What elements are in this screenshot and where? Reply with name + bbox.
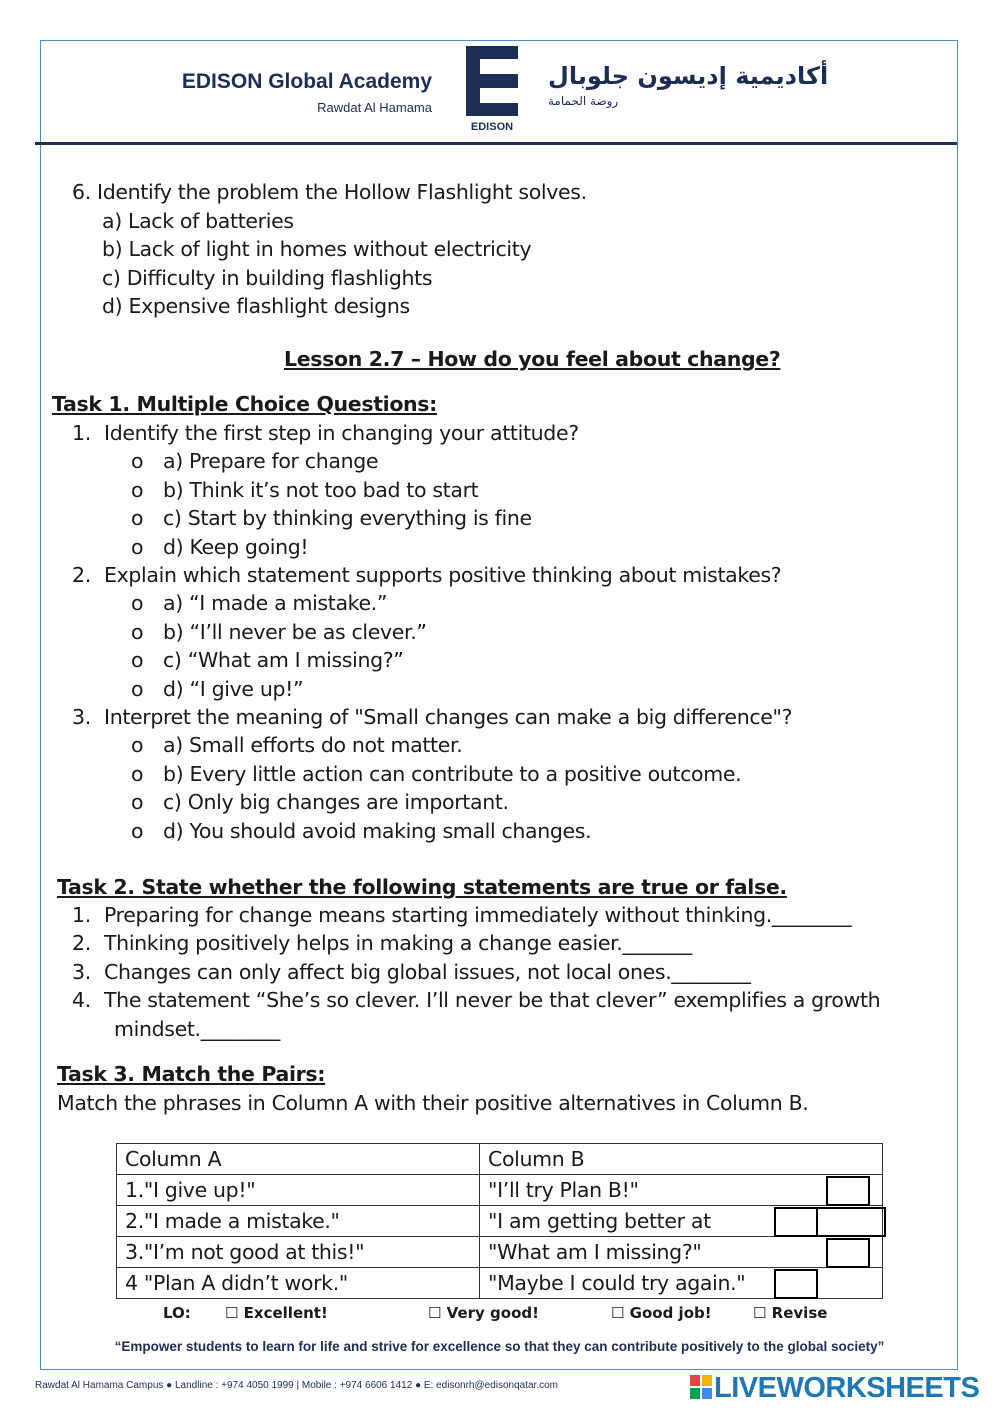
item-number: 1. bbox=[72, 903, 91, 927]
task1-q2-option-c[interactable] bbox=[131, 648, 404, 672]
footer-contact: Rawdat Al Hamama Campus ● Landline : +974 4050 1999 | Mobile : +974 6606 1412 ● E: edisonrh@edisonqatar.com bbox=[35, 1380, 559, 1391]
table-row bbox=[117, 1268, 883, 1299]
bullet: o bbox=[131, 478, 144, 502]
campus-name-en: Rawdat Al Hamama bbox=[317, 100, 432, 115]
match-drop-box[interactable] bbox=[826, 1176, 870, 1206]
task1-q1-number: 1. bbox=[72, 421, 91, 445]
item-text: Changes can only affect big global issues, not local ones.________ bbox=[104, 960, 751, 984]
bullet: o bbox=[131, 449, 144, 473]
option-text: d) “I give up!” bbox=[163, 677, 304, 701]
cell-text: "Maybe I could try again." bbox=[488, 1271, 746, 1295]
lo-good-job[interactable]: ☐ Good job! bbox=[611, 1304, 712, 1322]
task1-q1-text: Identify the first step in changing your attitude? bbox=[104, 421, 579, 445]
task1-q3-number: 3. bbox=[72, 705, 91, 729]
task1-q2-option-a[interactable] bbox=[131, 591, 387, 615]
task2-item-2[interactable] bbox=[72, 931, 692, 955]
bullet: o bbox=[131, 620, 144, 644]
footer-mobile: Mobile : +974 6606 1412 bbox=[301, 1380, 413, 1391]
liveworksheets-logo-icon bbox=[690, 1375, 712, 1399]
column-b-cell bbox=[480, 1206, 883, 1237]
column-a-cell: 4 "Plan A didn’t work." bbox=[117, 1268, 480, 1299]
lo-revise[interactable]: ☐ Revise bbox=[753, 1304, 828, 1322]
task1-q2 bbox=[72, 563, 781, 587]
lo-very-good[interactable]: ☐ Very good! bbox=[428, 1304, 539, 1322]
q6-option-a[interactable]: a) Lack of batteries bbox=[102, 209, 294, 233]
task1-q1-option-d[interactable] bbox=[131, 535, 308, 559]
bullet: o bbox=[131, 591, 144, 615]
option-text: d) You should avoid making small changes. bbox=[163, 819, 592, 843]
option-text: c) Start by thinking everything is fine bbox=[163, 506, 532, 530]
task2-item-3[interactable] bbox=[72, 960, 751, 984]
match-drop-box[interactable] bbox=[816, 1207, 886, 1237]
table-header-row bbox=[117, 1144, 883, 1175]
option-text: b) Think it’s not too bad to start bbox=[163, 478, 479, 502]
task1-q3 bbox=[72, 705, 792, 729]
option-text: c) “What am I missing?” bbox=[163, 648, 404, 672]
cell-text: "I am getting better at bbox=[488, 1209, 711, 1233]
school-name-ar: أكاديمية إديسون جلوبال bbox=[548, 62, 829, 90]
option-text: d) Keep going! bbox=[163, 535, 309, 559]
header-divider bbox=[35, 142, 957, 145]
lo-excellent[interactable]: ☐ Excellent! bbox=[225, 1304, 328, 1322]
task1-q2-option-d[interactable] bbox=[131, 677, 303, 701]
match-drop-box[interactable] bbox=[774, 1207, 818, 1237]
item-number: 3. bbox=[72, 960, 91, 984]
match-table bbox=[116, 1143, 883, 1299]
header-arabic bbox=[548, 62, 838, 108]
option-text: b) Every little action can contribute to a positive outcome. bbox=[163, 762, 742, 786]
task1-heading-part2: . Multiple Choice Questions: bbox=[122, 392, 437, 416]
column-a-cell: 1."I give up!" bbox=[117, 1175, 480, 1206]
task3-heading: Task 3. Match the Pairs: bbox=[57, 1062, 326, 1086]
task1-q2-text: Explain which statement supports positive thinking about mistakes? bbox=[104, 563, 782, 587]
school-motto: “Empower students to learn for life and strive for excellence so that they can contribute positively to the global society” bbox=[114, 1339, 885, 1354]
match-drop-box[interactable] bbox=[826, 1238, 870, 1268]
task3-instruction: Match the phrases in Column A with their positive alternatives in Column B. bbox=[57, 1091, 809, 1115]
cell-text: "I’ll try Plan B!" bbox=[488, 1178, 639, 1202]
task2-item-4[interactable] bbox=[72, 988, 880, 1012]
column-a-cell: 2."I made a mistake." bbox=[117, 1206, 480, 1237]
table-row bbox=[117, 1237, 883, 1268]
logo-label: EDISON bbox=[470, 121, 514, 133]
option-text: c) Only big changes are important. bbox=[163, 790, 509, 814]
task1-q1-option-c[interactable] bbox=[131, 506, 532, 530]
task1-q1 bbox=[72, 421, 579, 445]
column-a-header: Column A bbox=[117, 1144, 480, 1175]
task1-q2-option-b[interactable] bbox=[131, 620, 427, 644]
q6-option-c[interactable]: c) Difficulty in building flashlights bbox=[102, 266, 433, 290]
footer-landline: Landline : +974 4050 1999 bbox=[175, 1380, 294, 1391]
edison-e-mark bbox=[466, 46, 518, 116]
task1-heading-part1: Task 1 bbox=[52, 392, 123, 416]
task1-q1-option-a[interactable] bbox=[131, 449, 378, 473]
q6-option-b[interactable]: b) Lack of light in homes without electricity bbox=[102, 237, 532, 261]
task1-q1-option-b[interactable] bbox=[131, 478, 478, 502]
bullet: o bbox=[131, 677, 144, 701]
task2-item-4-continuation[interactable]: mindset.________ bbox=[114, 1017, 280, 1041]
column-a-cell: 3."I’m not good at this!" bbox=[117, 1237, 480, 1268]
item-text: The statement “She’s so clever. I’ll never be that clever” exemplifies a growth bbox=[104, 988, 881, 1012]
option-text: a) Prepare for change bbox=[163, 449, 379, 473]
bullet: o bbox=[131, 535, 144, 559]
task1-q3-option-b[interactable] bbox=[131, 762, 741, 786]
option-text: a) “I made a mistake.” bbox=[163, 591, 388, 615]
bullet: o bbox=[131, 733, 144, 757]
liveworksheets-logo-text: LIVEWORKSHEETS bbox=[714, 1372, 980, 1404]
bullet: o bbox=[131, 648, 144, 672]
task1-q3-option-d[interactable] bbox=[131, 819, 591, 843]
footer-email: E: edisonrh@edisonqatar.com bbox=[423, 1380, 559, 1391]
cell-text: "What am I missing?" bbox=[488, 1240, 702, 1264]
bullet: o bbox=[131, 790, 144, 814]
item-number: 2. bbox=[72, 931, 91, 955]
campus-name-ar: روضة الحمامة bbox=[548, 94, 619, 108]
q6-question: 6. Identify the problem the Hollow Flashlight solves. bbox=[72, 180, 587, 204]
item-text: Thinking positively helps in making a change easier._______ bbox=[104, 931, 692, 955]
lesson-title: Lesson 2.7 – How do you feel about change? bbox=[284, 347, 781, 371]
task1-q3-text: Interpret the meaning of "Small changes can make a big difference"? bbox=[104, 705, 793, 729]
column-b-header: Column B bbox=[480, 1144, 883, 1175]
header-english bbox=[152, 70, 432, 115]
column-b-cell bbox=[480, 1237, 883, 1268]
item-number: 4. bbox=[72, 988, 91, 1012]
column-b-cell bbox=[480, 1175, 883, 1206]
task2-item-1[interactable] bbox=[72, 903, 851, 927]
task1-q3-option-a[interactable] bbox=[131, 733, 462, 757]
column-b-cell bbox=[480, 1268, 883, 1299]
q6-option-d[interactable]: d) Expensive flashlight designs bbox=[102, 294, 410, 318]
item-text: Preparing for change means starting immediately without thinking.________ bbox=[104, 903, 852, 927]
task1-q3-option-c[interactable] bbox=[131, 790, 509, 814]
lo-label: LO: bbox=[163, 1304, 191, 1322]
task1-q2-number: 2. bbox=[72, 563, 91, 587]
table-row bbox=[117, 1175, 883, 1206]
option-text: b) “I’ll never be as clever.” bbox=[163, 620, 427, 644]
edison-logo bbox=[466, 46, 518, 136]
match-drop-box[interactable] bbox=[774, 1269, 818, 1299]
footer-campus: Rawdat Al Hamama Campus bbox=[35, 1380, 164, 1391]
task1-heading bbox=[52, 392, 437, 416]
bullet: o bbox=[131, 819, 144, 843]
bullet: o bbox=[131, 762, 144, 786]
option-text: a) Small efforts do not matter. bbox=[163, 733, 463, 757]
school-name-en: EDISON Global Academy bbox=[181, 70, 432, 93]
table-row bbox=[117, 1206, 883, 1237]
task2-heading: Task 2. State whether the following statements are true or false. bbox=[57, 875, 787, 899]
bullet: o bbox=[131, 506, 144, 530]
